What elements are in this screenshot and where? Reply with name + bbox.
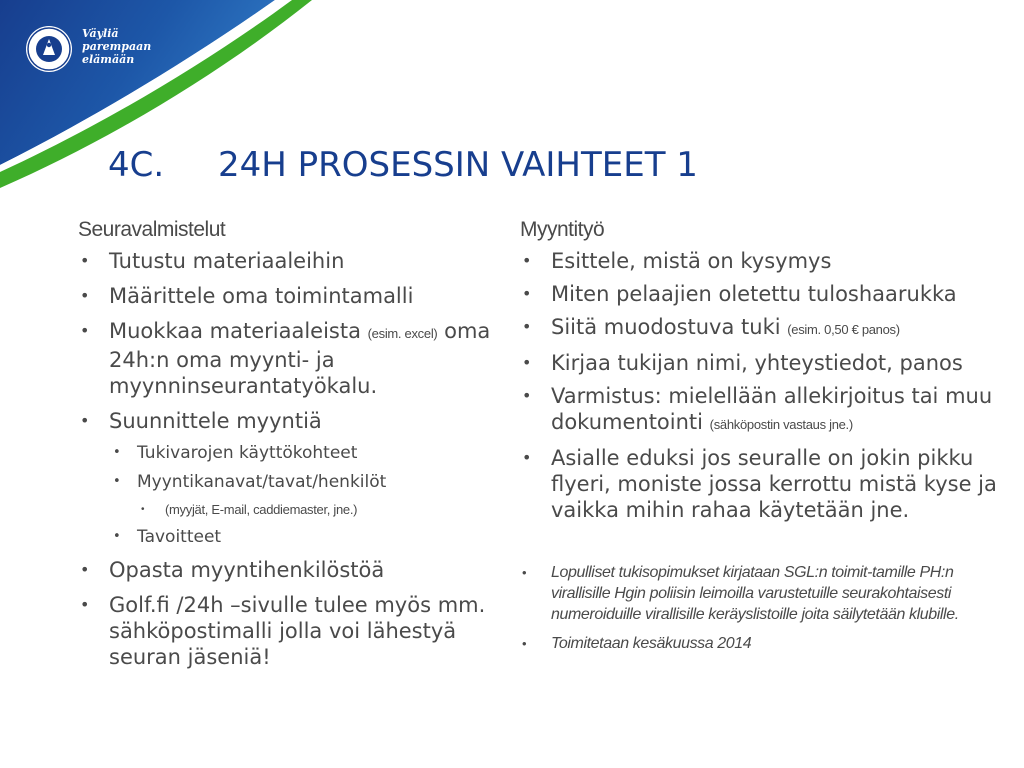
note-item [520,562,1000,625]
list-item-note: (sähköpostin vastaus jne.) [709,417,853,432]
list-item-text: Kirjaa tukijan nimi, yhteystiedot, panos [551,351,963,375]
list-item [78,408,498,548]
left-column-heading: Seuravalmistelut [78,218,226,241]
list-item [78,592,498,670]
list-item [78,318,498,399]
sub-bullet-list [109,442,498,548]
sub-sub-list-item-text: (myyjät, E-mail, caddiemaster, jne.) [165,502,358,517]
golf-federation-logo [24,24,74,74]
list-item [78,557,498,583]
slide-title-number: 4C. [108,145,165,185]
sub-list-item-text: Tukivarojen käyttökohteet [137,443,358,463]
list-item [520,383,1000,438]
list-item [520,281,1000,307]
sub-sub-list-item [137,501,498,519]
sub-list-item [109,442,498,464]
list-item [520,248,1000,274]
list-item-text: Suunnittele myyntiä [109,409,322,433]
left-column [78,218,498,679]
note-item-text: Toimitetaan kesäkuussa 2014 [551,635,752,652]
sub-list-item [109,526,498,548]
list-item-text: Golf.fi /24h –sivulle tulee myös mm. sähköpostimalli jolla voi lähestyä seuran jäseniä! [109,593,486,669]
slide-title [108,145,698,185]
spacer [520,530,1000,562]
sub-list-item-text: Tavoitteet [137,527,222,547]
list-item-text: Muokkaa materiaaleista [109,319,361,343]
list-item-text: Määrittele oma toimintamalli [109,284,414,308]
list-item [520,314,1000,343]
right-bullet-list [520,248,1000,523]
list-item [520,445,1000,523]
list-item [520,350,1000,376]
list-item-text: Siitä muodostuva tuki [551,315,781,339]
note-item-text: Lopulliset tukisopimukset kirjataan SGL:n toimit-tamille PH:n virallisille Hgin poliisin leimoilla varustetuille seurakohtaisesti numeroiduille virallisille keräyslistoille joita säilytetään klubille. [551,564,959,623]
note-item [520,633,1000,654]
list-item-note: (esim. excel) [367,326,438,341]
list-item-text-continued: oma 24h:n oma myynti- ja myynninseurantatyökalu. [109,319,491,398]
right-column-heading: Myyntityö [520,218,605,241]
list-item [78,248,498,274]
list-item [78,283,498,309]
tagline-line-2: parempaan [82,40,152,53]
tagline-line-1: Väyliä [82,27,119,40]
right-notes-list [520,562,1000,654]
list-item-text: Miten pelaajien oletettu tuloshaarukka [551,282,957,306]
sub-list-item-text: Myyntikanavat/tavat/henkilöt [137,472,387,492]
list-item-note: (esim. 0,50 € panos) [787,322,900,337]
sub-sub-bullet-list [137,501,498,519]
left-bullet-list [78,248,498,670]
list-item-text: Asialle eduksi jos seuralle on jokin pikku flyeri, moniste jossa kerrottu mistä kyse ja vaikka mihin rahaa käytetään jne. [551,446,997,522]
list-item-text: Tutustu materiaaleihin [109,249,345,273]
list-item-text: Opasta myyntihenkilöstöä [109,558,385,582]
list-item-text: Esittele, mistä on kysymys [551,249,832,273]
right-column [520,218,1000,662]
tagline-line-3: elämään [82,53,135,66]
slide-title-text: 24H PROSESSIN VAIHTEET 1 [218,145,698,185]
brand-tagline [82,27,151,66]
sub-list-item [109,471,498,519]
list-item-text: Varmistus: mielellään allekirjoitus tai muu dokumentointi [551,384,993,434]
